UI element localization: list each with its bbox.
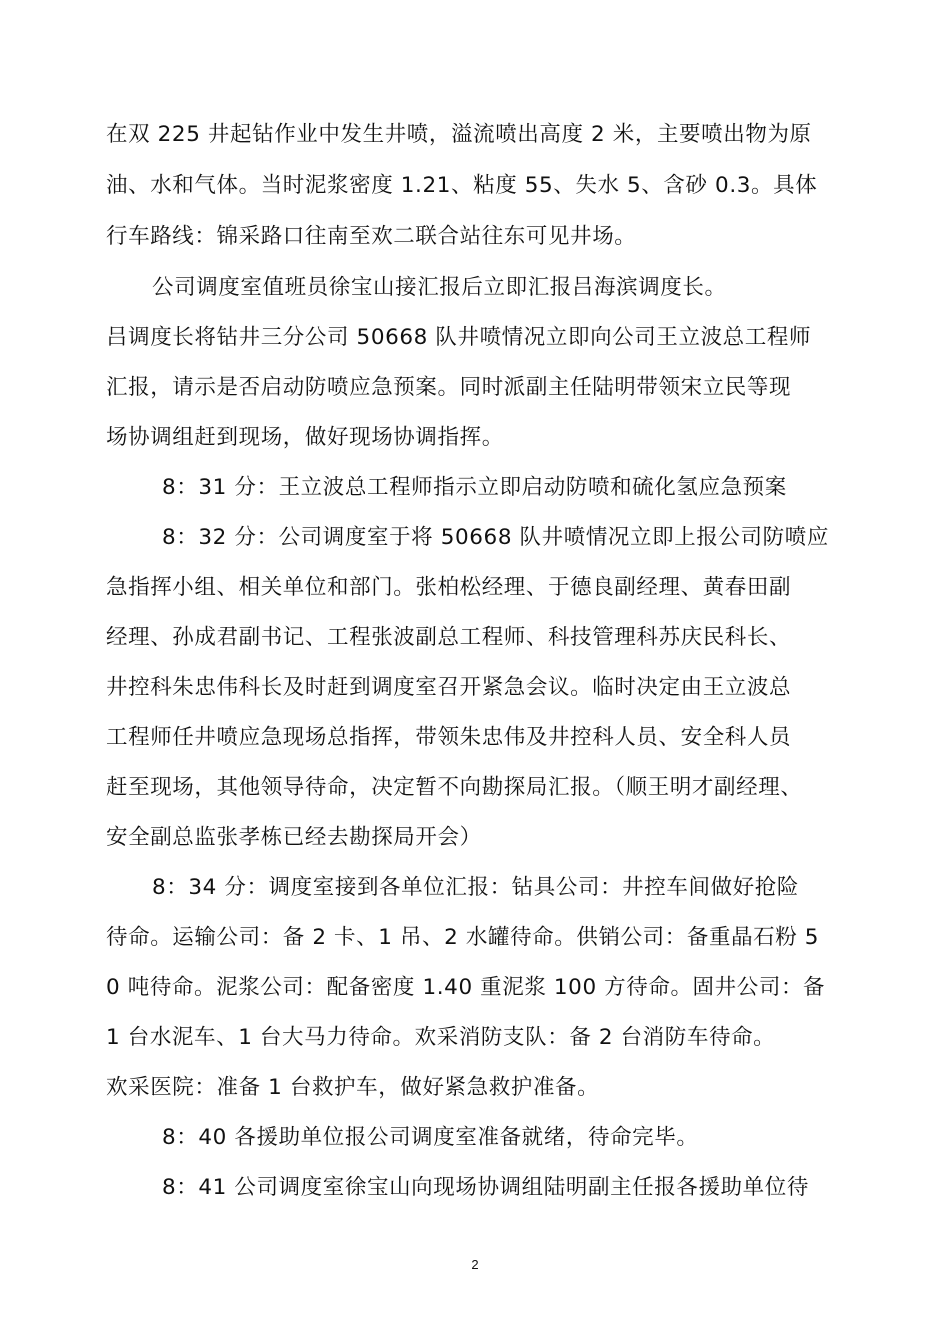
text-line-3: 行车路线：锦采路口往南至欢二联合站往东可见井场。 bbox=[106, 224, 637, 249]
text-line-19: 1 台水泥车、1 台大马力待命。欢采消防支队：备 2 台消防车待命。 bbox=[106, 1025, 776, 1050]
text-line-5: 吕调度长将钻井三分公司 50668 队井喷情况立即向公司王立波总工程师 bbox=[106, 325, 812, 350]
text-line-2: 油、水和气体。当时泥浆密度 1.21、粘度 55、失水 5、含砂 0.3。具体 bbox=[106, 173, 818, 198]
text-line-10: 急指挥小组、相关单位和部门。张柏松经理、于德良副经理、黄春田副 bbox=[106, 575, 792, 600]
text-line-7: 场协调组赶到现场，做好现场协调指挥。 bbox=[106, 425, 504, 450]
text-line-17: 待命。运输公司：备 2 卡、1 吊、2 水罐待命。供销公司：备重晶石粉 5 bbox=[106, 925, 820, 950]
text-line-12: 井控科朱忠伟科长及时赶到调度室召开紧急会议。临时决定由王立波总 bbox=[106, 675, 792, 700]
text-line-13: 工程师任井喷应急现场总指挥，带领朱忠伟及井控科人员、安全科人员 bbox=[106, 725, 792, 750]
text-line-9: 8：32 分：公司调度室于将 50668 队井喷情况立即上报公司防喷应 bbox=[162, 525, 829, 550]
text-line-20: 欢采医院：准备 1 台救护车，做好紧急救护准备。 bbox=[106, 1075, 600, 1100]
text-line-21: 8：40 各援助单位报公司调度室准备就绪，待命完毕。 bbox=[162, 1125, 699, 1150]
text-line-16: 8：34 分：调度室接到各单位汇报：钻具公司：井控车间做好抢险 bbox=[152, 875, 799, 900]
text-line-22: 8：41 公司调度室徐宝山向现场协调组陆明副主任报各援助单位待 bbox=[162, 1175, 809, 1200]
text-line-15: 安全副总监张孝栋已经去勘探局开会） bbox=[106, 825, 482, 850]
text-line-14: 赶至现场，其他领导待命，决定暂不向勘探局汇报。（顺王明才副经理、 bbox=[106, 775, 803, 800]
text-line-8: 8：31 分：王立波总工程师指示立即启动防喷和硫化氢应急预案 bbox=[162, 475, 787, 500]
text-line-1: 在双 225 井起钻作业中发生井喷，溢流喷出高度 2 米，主要喷出物为原 bbox=[106, 122, 812, 147]
page-number: 2 bbox=[471, 1257, 479, 1272]
text-line-6: 汇报，请示是否启动防喷应急预案。同时派副主任陆明带领宋立民等现 bbox=[106, 375, 792, 400]
text-line-18: 0 吨待命。泥浆公司：配备密度 1.40 重泥浆 100 方待命。固井公司：备 bbox=[106, 975, 826, 1000]
text-line-4: 公司调度室值班员徐宝山接汇报后立即汇报吕海滨调度长。 bbox=[152, 275, 727, 300]
text-line-11: 经理、孙成君副书记、工程张波副总工程师、科技管理科苏庆民科长、 bbox=[106, 625, 792, 650]
